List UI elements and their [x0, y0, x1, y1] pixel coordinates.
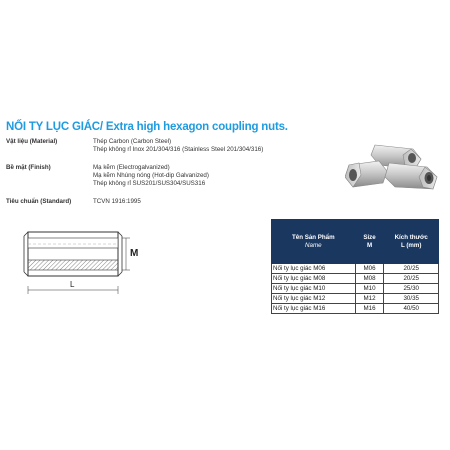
- table-row: [272, 284, 439, 294]
- spec-label-standard: Tiêu chuẩn (Standard): [6, 198, 72, 205]
- cell-name: Nối ty lục giác M10: [272, 284, 356, 294]
- cell-length: 20/25: [384, 264, 439, 274]
- cell-length: 20/25: [384, 274, 439, 284]
- spec-label-finish: Bề mặt (Finish): [6, 164, 51, 171]
- cell-name: Nối ty lục giác M08: [272, 274, 356, 284]
- cell-size: M12: [355, 294, 384, 304]
- cell-size: M16: [355, 304, 384, 314]
- header-length: Kích thước L (mm): [384, 220, 439, 264]
- page-title: NỐI TY LỤC GIÁC/ Extra high hexagon coupling nuts.: [6, 121, 288, 133]
- spec-value-line: Thép không rỉ Inox 201/304/316 (Stainless Steel 201/304/316): [93, 146, 264, 153]
- table-header-row: [272, 220, 439, 264]
- cell-name: Nối ty lục giác M12: [272, 294, 356, 304]
- cell-size: M06: [355, 264, 384, 274]
- table-row: [272, 304, 439, 314]
- spec-value-line: Thép Carbon (Carbon Steel): [93, 138, 172, 145]
- cell-length: 30/35: [384, 294, 439, 304]
- spec-value-material: [93, 138, 263, 154]
- size-table: [271, 219, 439, 314]
- spec-value-standard: [93, 198, 141, 206]
- table-row: [272, 274, 439, 284]
- cell-size: M08: [355, 274, 384, 284]
- spec-value-line: TCVN 1916:1995: [93, 198, 141, 205]
- dimension-label-l: L: [70, 280, 75, 289]
- table-row: [272, 294, 439, 304]
- header-size: Size M: [355, 220, 384, 264]
- cell-name: Nối ty lục giác M16: [272, 304, 356, 314]
- spec-value-line: Mạ kẽm Nhúng nóng (Hot-dip Galvanized): [93, 172, 209, 179]
- coupling-nuts-photo: [345, 141, 441, 203]
- dimension-label-m: M: [130, 248, 139, 259]
- cell-length: 25/30: [384, 284, 439, 294]
- spec-value-line: Thép không rỉ SUS201/SUS304/SUS316: [93, 180, 206, 187]
- cell-name: Nối ty lục giác M06: [272, 264, 356, 274]
- spec-label-material: Vật liệu (Material): [6, 138, 58, 145]
- cell-size: M10: [355, 284, 384, 294]
- spec-value-line: Mạ kẽm (Electrogalvanized): [93, 164, 170, 171]
- header-name: Tên Sản Phẩm Name: [272, 220, 356, 264]
- table-row: [272, 264, 439, 274]
- coupling-nut-drawing: [16, 216, 146, 296]
- cell-length: 40/50: [384, 304, 439, 314]
- spec-value-finish: [93, 164, 209, 188]
